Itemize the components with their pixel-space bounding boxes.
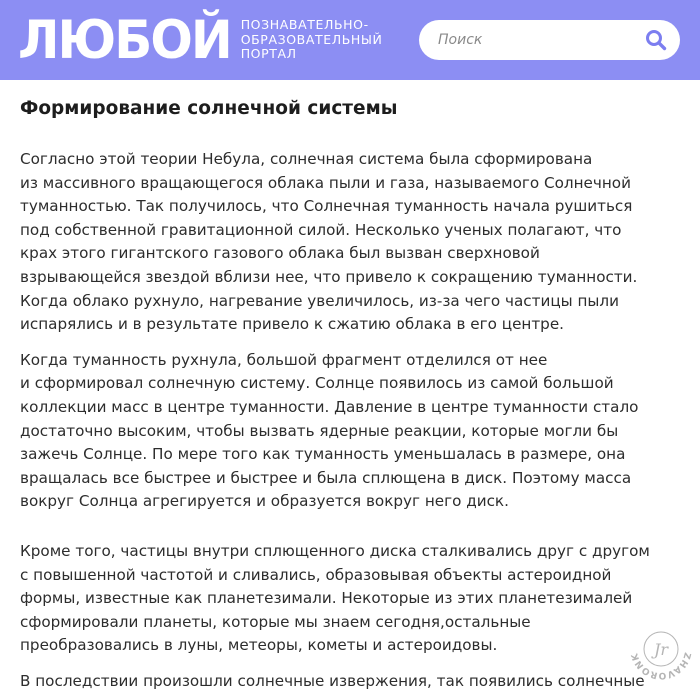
text-line: и сформировал солнечную систему. Солнце появилось из самой большой: [20, 374, 614, 393]
text-line: Когда облако рухнуло, нагревание увеличилось, из-за чего частицы пыли: [20, 291, 619, 310]
text-line: Кроме того, частицы внутри сплющенного диска сталкивались друг с другом: [20, 541, 650, 560]
text-line: вокруг Солнца агрегируется и образуется вокруг него диск.: [20, 492, 509, 511]
text-line: сформировали планеты, которые мы знаем сегодня,остальные: [20, 612, 531, 631]
text-line: испарялись и в результате привело к сжатию облака в его центре.: [20, 315, 564, 334]
text-line: из массивного вращающегося облака пыли и газа, называемого Солнечной: [20, 173, 631, 192]
text-line: туманностью. Так получилось, что Солнечная туманность начала рушиться: [20, 197, 633, 216]
tagline-line-3: ПОРТАЛ: [240, 46, 297, 62]
paragraph-3: [20, 540, 690, 658]
watermark-text: ZHAVORONK: [630, 651, 692, 681]
tagline-line-1: ПОЗНАВАТЕЛЬНО-: [240, 17, 369, 33]
text-line: взрывающейся звездой вблизи нее, что привело к сокращению туманности.: [20, 267, 638, 286]
paragraph-1: [20, 148, 690, 337]
text-line: крах этого гигантского газового облака был вызван сверхновой: [20, 244, 540, 263]
tagline-line-2: ОБРАЗОВАТЕЛЬНЫЙ: [240, 31, 383, 47]
paragraph-4: [20, 670, 690, 694]
article-title: Формирование солнечной системы: [20, 98, 398, 119]
text-line: В последствии произошли солнечные извержения, так появились солнечные: [20, 671, 645, 690]
paragraph-2: [20, 349, 690, 514]
text-line: Согласно этой теории Небула, солнечная система была сформирована: [20, 150, 593, 168]
text-line: зажечь Солнце. По мере того как туманность уменьшалась в размере, она: [20, 445, 626, 464]
text-line: достаточно высоким, чтобы вызвать ядерные реакции, которые могли бы: [20, 421, 619, 440]
text-line: с повышенной частотой и сливались, образовывая объекты астероидной: [20, 565, 612, 584]
search-icon[interactable]: [644, 28, 668, 52]
site-logo[interactable]: ЛЮБОЙ: [18, 9, 231, 71]
text-line: вращалась все быстрее и быстрее и была сплющена в диск. Поэтому масса: [20, 468, 632, 487]
text-line: под собственной гравитационной силой. Несколько ученых полагают, что: [20, 220, 622, 239]
search-input[interactable]: [436, 31, 644, 49]
text-line: формы, известные как планетезимали. Некоторые из этих планетезималей: [20, 589, 633, 608]
text-line: Когда туманность рухнула, большой фрагмент отделился от нее: [20, 350, 548, 369]
article-body: [20, 148, 690, 693]
text-line: коллекции масс в центре туманности. Давление в центре туманности стало: [20, 397, 639, 416]
text-line: преобразовались в луны, метеоры, кометы и астероидовы.: [20, 636, 498, 655]
search-box: [419, 20, 680, 60]
author-watermark: [628, 616, 694, 682]
watermark-signature: Jr: [653, 640, 669, 659]
